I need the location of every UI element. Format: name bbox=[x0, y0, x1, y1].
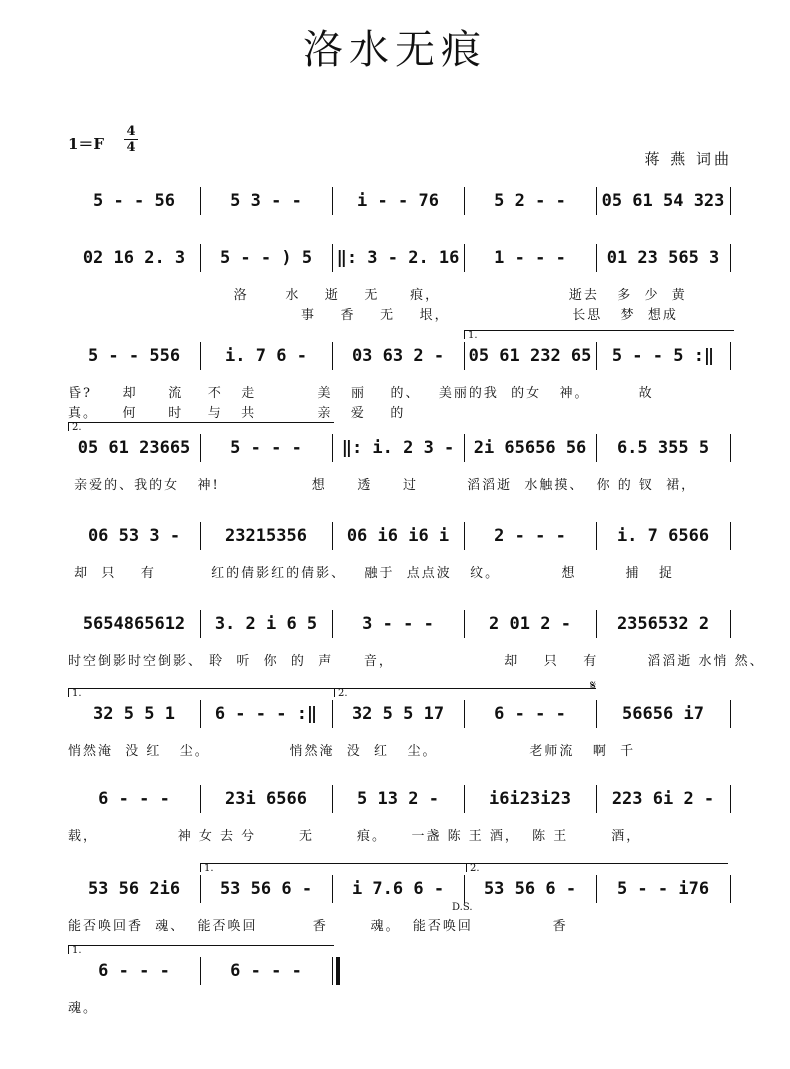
lyric-line: 事 香 无 垠， 长思 梦 想成 bbox=[68, 308, 678, 323]
measure: 6 - - - bbox=[98, 961, 170, 981]
lyric-line: 能否唤回香 魂、 能否唤回 香 魂。 能否唤回 香 bbox=[68, 919, 568, 934]
barline bbox=[730, 522, 731, 550]
lyric-line: 载， 神 女 去 兮 无 痕。 一盏 陈 王 酒， 陈 王 酒， bbox=[68, 829, 642, 844]
measure: 01 23 565 3 bbox=[606, 248, 720, 268]
measure: 3. 2 i 6 5 bbox=[214, 614, 318, 634]
song-title: 洛水无痕 bbox=[303, 27, 487, 73]
measure: 6 - - - bbox=[494, 704, 566, 724]
lyric-line: 亲爱的、我的女 神! 想 透 过 滔滔逝 水触摸、 你 的 钗 裙， bbox=[68, 478, 697, 493]
measure: 23215356 bbox=[225, 526, 307, 546]
time-signature bbox=[124, 124, 138, 155]
barline bbox=[730, 244, 731, 272]
key-signature: 1＝F bbox=[68, 135, 105, 153]
measure: 05 61 54 323 bbox=[601, 191, 725, 211]
measure: 32 5 5 17 bbox=[351, 704, 445, 724]
barline bbox=[730, 187, 731, 215]
measure: 2 01 2 - bbox=[489, 614, 571, 634]
lyric-line: 洛 水 逝 无 痕， 逝去 多 少 黄 bbox=[68, 288, 687, 303]
measure: 3 - - - bbox=[362, 614, 434, 634]
measure: 03 63 2 - bbox=[351, 346, 445, 366]
volta-bracket-2: 2. bbox=[334, 688, 596, 697]
measure: 223 6i 2 - bbox=[611, 789, 715, 809]
lyric-line: 昏? 却 流 不 走 美 丽 的、 美丽的我 的女 神。 故 bbox=[68, 386, 654, 401]
barline bbox=[730, 610, 731, 638]
measure: 5 - - 56 bbox=[93, 191, 175, 211]
barline bbox=[730, 875, 731, 903]
time-sig-bottom: 4 bbox=[124, 139, 138, 155]
measure: 2356532 2 bbox=[616, 614, 710, 634]
measure: 5 - - ) 5 bbox=[219, 248, 313, 268]
measure: 1 - - - bbox=[494, 248, 566, 268]
measure: 06 53 3 - bbox=[87, 526, 181, 546]
measure: 5654865612 bbox=[82, 614, 186, 634]
barline bbox=[332, 957, 333, 985]
measure: i. 7 6566 bbox=[616, 526, 710, 546]
volta-bracket: 2. bbox=[68, 422, 334, 431]
measure: ‖: 3 - 2. 16 bbox=[336, 248, 460, 268]
measure: 5 3 - - bbox=[230, 191, 302, 211]
measure: i6i23i23 bbox=[489, 789, 571, 809]
measure: 2i 65656 56 bbox=[473, 438, 587, 458]
measure: i 7.6 6 - bbox=[351, 879, 445, 899]
final-barline bbox=[336, 957, 340, 985]
measure: 56656 i7 bbox=[622, 704, 704, 724]
ds-mark: D.S. bbox=[452, 902, 473, 913]
lyric-line: 悄然淹 没 红 尘。 悄然淹 没 红 尘。 老师流 啊 千 bbox=[68, 744, 636, 759]
measure: ‖: i. 2 3 - bbox=[341, 438, 455, 458]
barline bbox=[730, 785, 731, 813]
volta-bracket: 1. bbox=[68, 688, 334, 697]
measure: 5 - - 556 bbox=[87, 346, 181, 366]
credits: 蒋 燕 词曲 bbox=[644, 150, 732, 168]
barline bbox=[730, 342, 731, 370]
measure: 5 13 2 - bbox=[357, 789, 439, 809]
barline bbox=[730, 700, 731, 728]
measure: 6 - - - :‖ bbox=[214, 704, 318, 724]
lyric-line: 魂。 bbox=[68, 1001, 99, 1016]
measure: 5 - - 5 :‖ bbox=[611, 346, 715, 366]
measure: 2 - - - bbox=[494, 526, 566, 546]
measure: 6 - - - bbox=[230, 961, 302, 981]
measure: i. 7 6 - bbox=[225, 346, 307, 366]
measure: 53 56 2i6 bbox=[87, 879, 181, 899]
time-sig-top: 4 bbox=[126, 124, 136, 139]
volta-bracket-2: 2. bbox=[466, 863, 728, 872]
volta-bracket: 1. bbox=[464, 330, 734, 339]
lyric-line: 真。 何 时 与 共 亲 爱 的 bbox=[68, 406, 406, 421]
measure: 5 - - - bbox=[230, 438, 302, 458]
measure: 23i 6566 bbox=[225, 789, 307, 809]
measure: 32 5 5 1 bbox=[93, 704, 175, 724]
lyric-line: 时空倒影时空倒影、 聆 听 你 的 声 音， 却 只 有 滔滔逝 水悄 然、 bbox=[68, 654, 765, 669]
segno-icon: 𝄋 bbox=[590, 678, 597, 694]
lyric-line: 却 只 有 红的倩影红的倩影、 融于 点点波 纹。 想 捕 捉 bbox=[68, 566, 674, 581]
measure: 6 - - - bbox=[98, 789, 170, 809]
measure: 02 16 2. 3 bbox=[82, 248, 186, 268]
volta-bracket: 1. bbox=[68, 945, 334, 954]
measure: i - - 76 bbox=[357, 191, 439, 211]
measure: 05 61 232 65 bbox=[468, 346, 592, 366]
measure: 5 - - i76 bbox=[616, 879, 710, 899]
measure: 53 56 6 - bbox=[219, 879, 313, 899]
measure: 5 2 - - bbox=[494, 191, 566, 211]
measure: 53 56 6 - bbox=[483, 879, 577, 899]
measure: 6.5 355 5 bbox=[616, 438, 710, 458]
barline bbox=[730, 434, 731, 462]
volta-bracket: 1. bbox=[200, 863, 466, 872]
measure: 06 i6 i6 i bbox=[346, 526, 450, 546]
measure: 05 61 23665 bbox=[77, 438, 191, 458]
